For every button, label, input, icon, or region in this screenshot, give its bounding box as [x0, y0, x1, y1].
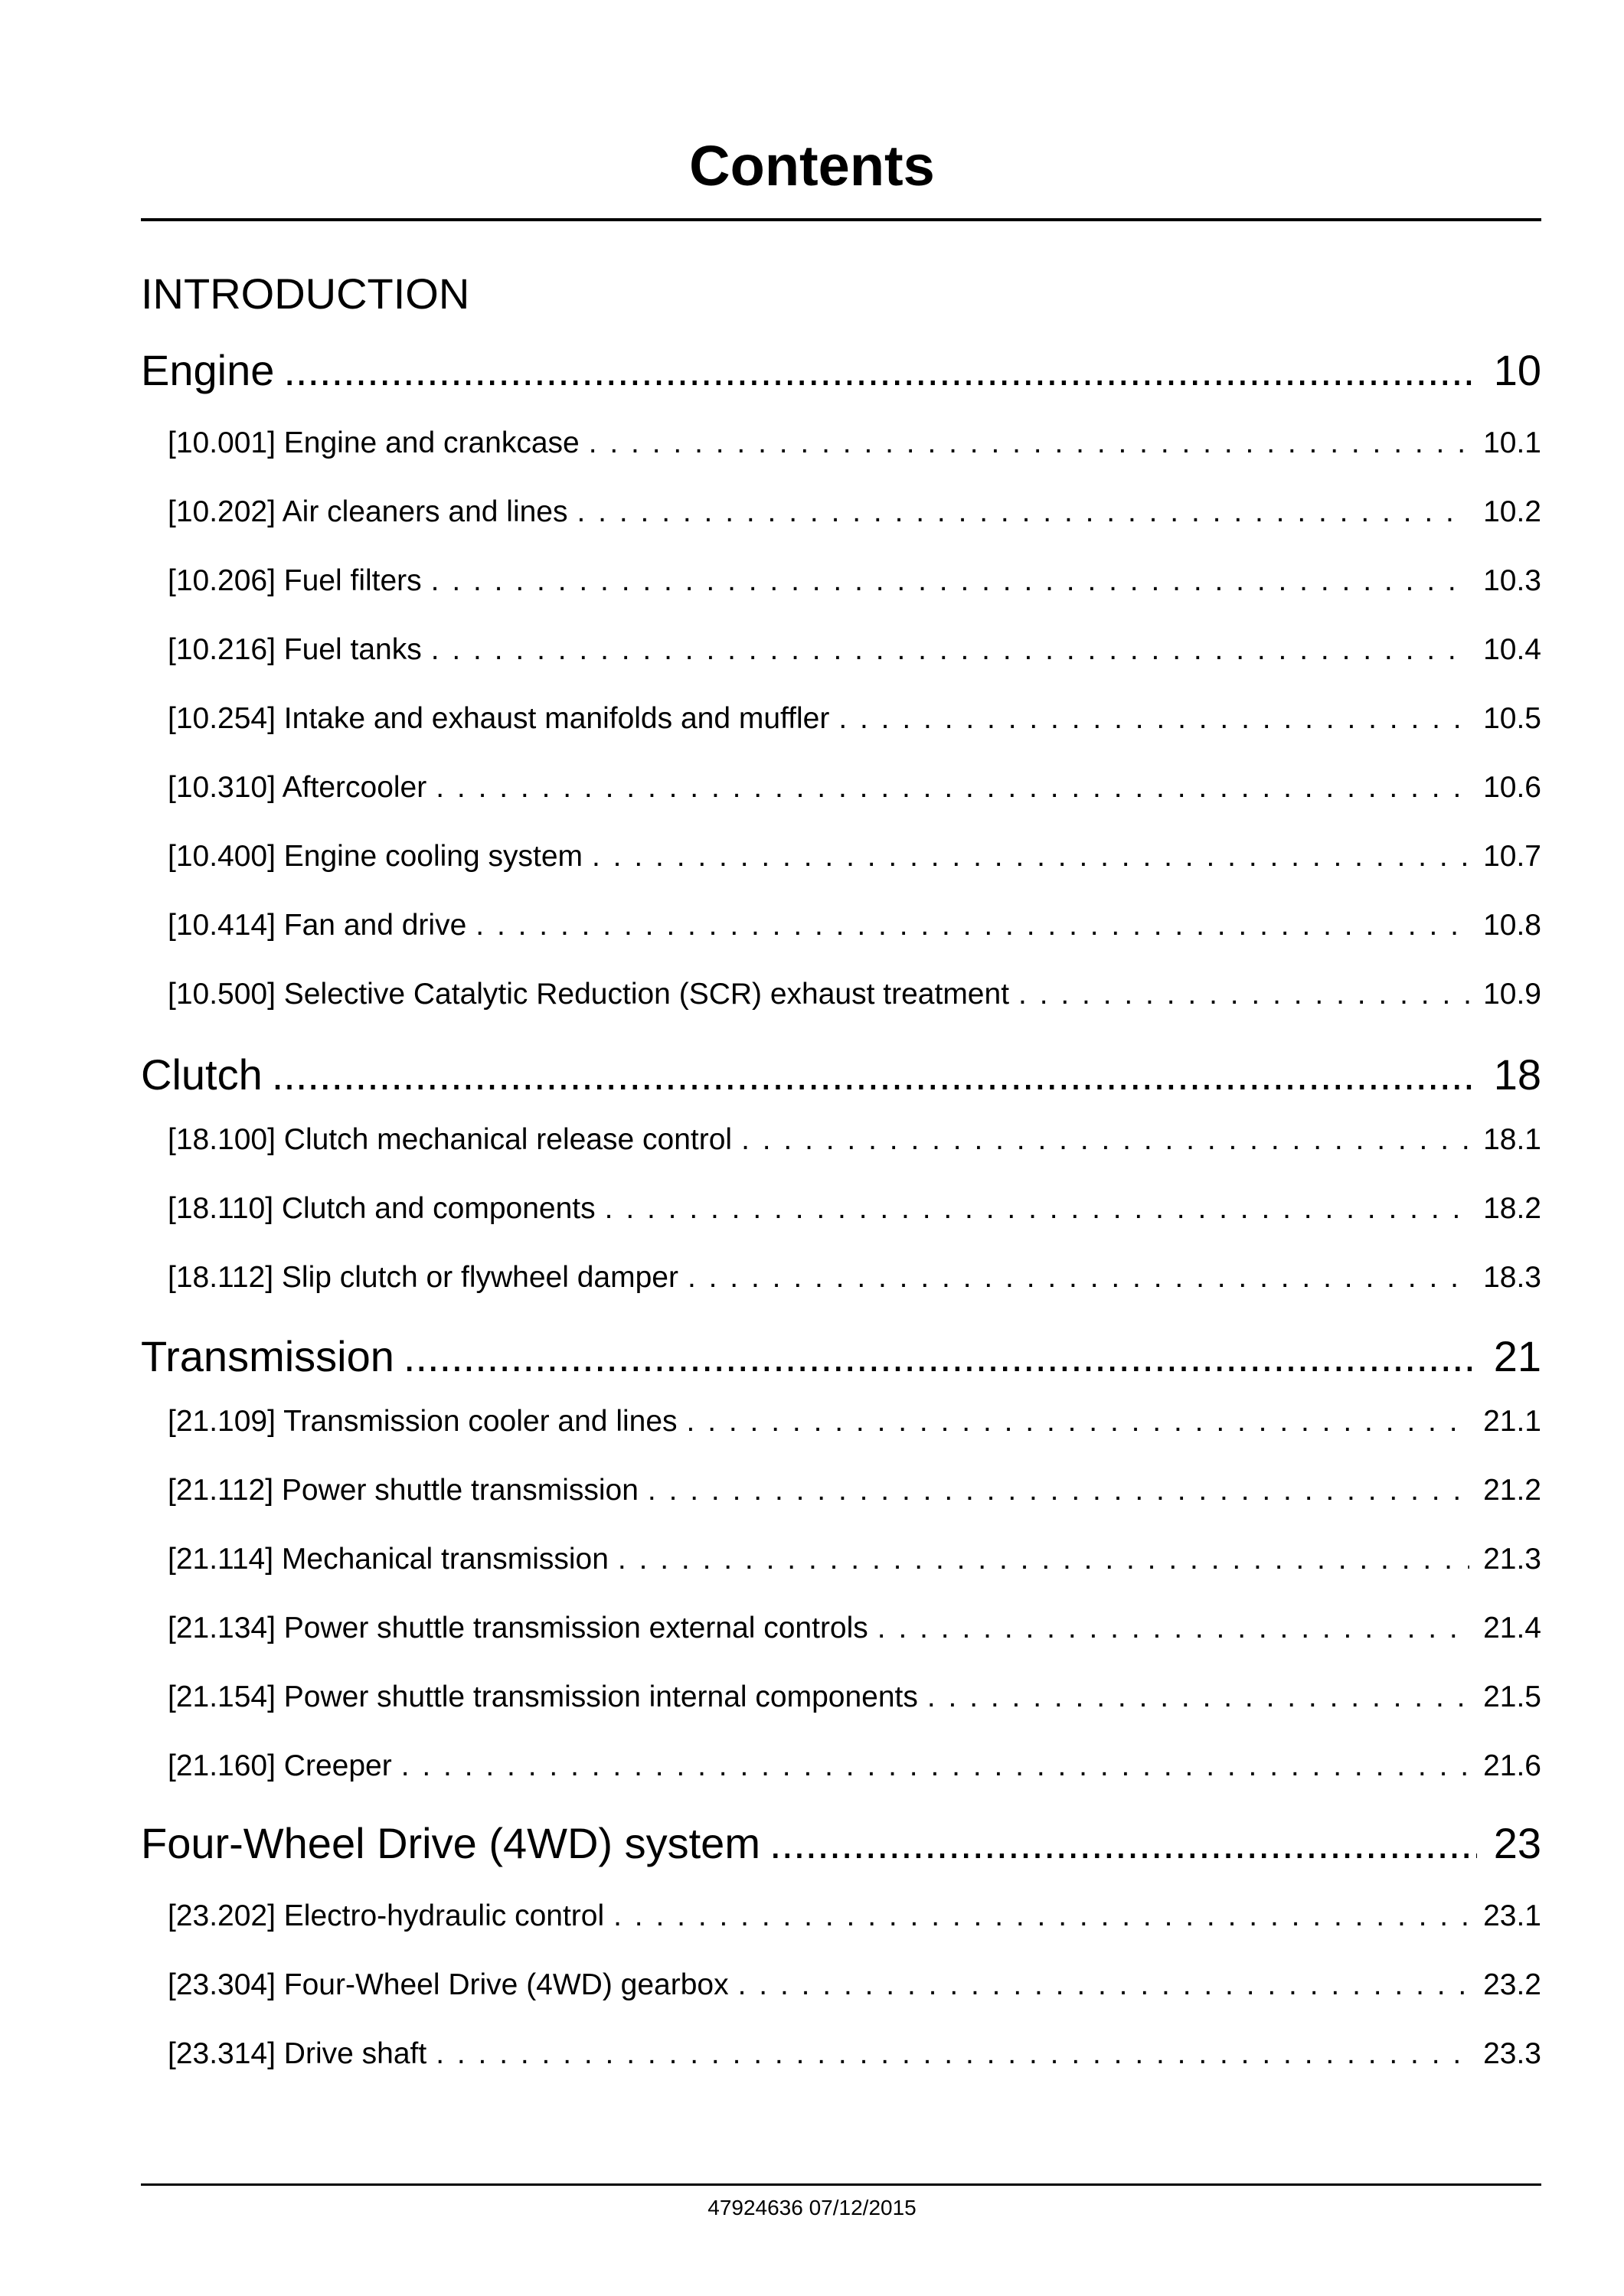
- toc-section[interactable]: [168, 1257, 1541, 1298]
- toc-section[interactable]: [168, 1896, 1541, 1937]
- toc-page-number: 21.1: [1483, 1405, 1541, 1438]
- leader-dots: [613, 1896, 1469, 1937]
- toc-section[interactable]: [168, 1965, 1541, 2006]
- toc-page-number: 10.2: [1483, 495, 1541, 528]
- page-title: Contents: [689, 134, 935, 198]
- footer-divider: [141, 2183, 1541, 2186]
- leader-dots: [401, 1746, 1469, 1787]
- toc-page-number: 18: [1493, 1050, 1541, 1099]
- toc-section[interactable]: [168, 1188, 1541, 1230]
- toc-chapter-label: Clutch: [141, 1050, 263, 1099]
- toc-section-label: [18.100] Clutch mechanical release control: [168, 1123, 733, 1156]
- leader-dots: [741, 1119, 1469, 1161]
- leader-dots: [589, 423, 1469, 464]
- toc-page-number: 18.2: [1483, 1192, 1541, 1225]
- toc-section[interactable]: [168, 1119, 1541, 1161]
- toc-section-label: [18.112] Slip clutch or flywheel damper: [168, 1261, 678, 1294]
- toc-page-number: 23.2: [1483, 1968, 1541, 2001]
- toc-page-number: 10.4: [1483, 633, 1541, 666]
- toc-section[interactable]: [168, 1539, 1541, 1580]
- leader-dots: [927, 1677, 1469, 1718]
- leader-dots: [838, 698, 1469, 740]
- toc-section-label: [10.206] Fuel filters: [168, 564, 422, 597]
- leader-dots: [648, 1470, 1469, 1511]
- leader-dots: [770, 1816, 1477, 1871]
- toc-page-number: 10.8: [1483, 909, 1541, 942]
- toc-section-label: [23.304] Four-Wheel Drive (4WD) gearbox: [168, 1968, 729, 2001]
- toc-section-label: [10.310] Aftercooler: [168, 771, 427, 804]
- toc-section-label: [21.112] Power shuttle transmission: [168, 1474, 639, 1507]
- toc-section[interactable]: [168, 836, 1541, 877]
- toc-page-number: 21.4: [1483, 1612, 1541, 1644]
- leader-dots: [436, 767, 1469, 808]
- toc-section[interactable]: [168, 1401, 1541, 1442]
- toc-section-label: [21.109] Transmission cooler and lines: [168, 1405, 678, 1438]
- toc-section-label: [21.154] Power shuttle transmission internal components: [168, 1680, 918, 1713]
- toc-section-label: [10.202] Air cleaners and lines: [168, 495, 568, 528]
- toc-section[interactable]: [168, 767, 1541, 808]
- toc-chapter-engine[interactable]: [141, 343, 1541, 398]
- leader-dots: [1018, 974, 1469, 1015]
- toc-page-number: 18.1: [1483, 1123, 1541, 1156]
- toc-page-number: 10.1: [1483, 426, 1541, 459]
- leader-dots: [431, 629, 1469, 671]
- toc-section[interactable]: [168, 905, 1541, 946]
- toc-section[interactable]: [168, 423, 1541, 464]
- toc-page-number: 21.3: [1483, 1543, 1541, 1576]
- toc-page-number: 21.2: [1483, 1474, 1541, 1507]
- toc-section[interactable]: [168, 974, 1541, 1015]
- leader-dots: [431, 560, 1469, 602]
- toc-section[interactable]: [168, 1608, 1541, 1649]
- toc-section-label: [10.216] Fuel tanks: [168, 633, 422, 666]
- leader-dots: [283, 343, 1477, 398]
- leader-dots: [272, 1047, 1477, 1102]
- toc-page-number: 10.3: [1483, 564, 1541, 597]
- document-footer: 47924636 07/12/2015: [707, 2196, 917, 2219]
- toc-page-number: 21.5: [1483, 1680, 1541, 1713]
- toc-section[interactable]: [168, 492, 1541, 533]
- toc-page-number: 23: [1493, 1819, 1541, 1867]
- toc-section[interactable]: [168, 560, 1541, 602]
- toc-section-label: [21.160] Creeper: [168, 1749, 392, 1782]
- toc-chapter-label: Transmission: [141, 1332, 394, 1380]
- toc-chapter-clutch[interactable]: [141, 1047, 1541, 1102]
- toc-section-label: [10.254] Intake and exhaust manifolds and muffler: [168, 702, 830, 735]
- toc-section[interactable]: [168, 629, 1541, 671]
- toc-page-number: 10.7: [1483, 840, 1541, 873]
- toc-chapter-transmission[interactable]: [141, 1329, 1541, 1384]
- toc-section[interactable]: [168, 698, 1541, 740]
- toc-chapter-label: Four-Wheel Drive (4WD) system: [141, 1819, 760, 1867]
- toc-page-number: 21.6: [1483, 1749, 1541, 1782]
- toc-page-number: 10: [1493, 346, 1541, 394]
- leader-dots: [577, 492, 1469, 533]
- leader-dots: [618, 1539, 1469, 1580]
- leader-dots: [404, 1329, 1477, 1384]
- leader-dots: [687, 1401, 1469, 1442]
- toc-page-number: 18.3: [1483, 1261, 1541, 1294]
- leader-dots: [475, 905, 1469, 946]
- toc-section-label: [18.110] Clutch and components: [168, 1192, 596, 1225]
- toc-page-number: 10.9: [1483, 978, 1541, 1011]
- toc-section-label: [21.134] Power shuttle transmission external controls: [168, 1612, 868, 1644]
- toc-page-number: 10.6: [1483, 771, 1541, 804]
- toc-section-label: [10.400] Engine cooling system: [168, 840, 583, 873]
- toc-section[interactable]: [168, 1677, 1541, 1718]
- leader-dots: [592, 836, 1469, 877]
- toc-page-number: 23.3: [1483, 2037, 1541, 2070]
- introduction-heading[interactable]: INTRODUCTION: [141, 269, 470, 318]
- toc-section-label: [23.314] Drive shaft: [168, 2037, 427, 2070]
- toc-page-number: 10.5: [1483, 702, 1541, 735]
- toc-section[interactable]: [168, 1746, 1541, 1787]
- toc-section-label: [21.114] Mechanical transmission: [168, 1543, 609, 1576]
- leader-dots: [877, 1608, 1469, 1649]
- toc-section-label: [10.500] Selective Catalytic Reduction (SCR) exhaust treatment: [168, 978, 1010, 1011]
- toc-section-label: [10.001] Engine and crankcase: [168, 426, 580, 459]
- toc-page-number: 23.1: [1483, 1899, 1541, 1932]
- toc-section[interactable]: [168, 2033, 1541, 2075]
- leader-dots: [436, 2033, 1469, 2075]
- toc-section-label: [10.414] Fan and drive: [168, 909, 467, 942]
- toc-section-label: [23.202] Electro-hydraulic control: [168, 1899, 605, 1932]
- toc-chapter-4wd-system[interactable]: [141, 1816, 1541, 1871]
- leader-dots: [738, 1965, 1469, 2006]
- toc-chapter-label: Engine: [141, 346, 275, 394]
- toc-section[interactable]: [168, 1470, 1541, 1511]
- leader-dots: [605, 1188, 1469, 1230]
- leader-dots: [688, 1257, 1469, 1298]
- toc-page-number: 21: [1493, 1332, 1541, 1380]
